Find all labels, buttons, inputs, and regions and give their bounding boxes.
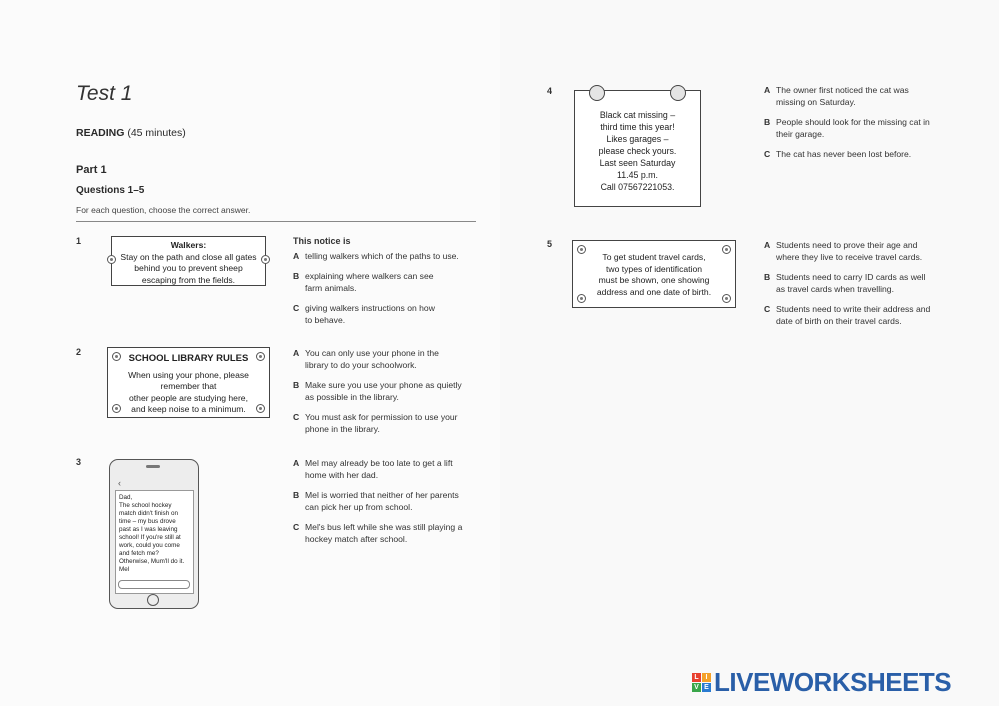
logo-letter: E [702, 683, 711, 692]
reading-label: READING [76, 127, 125, 139]
question-number: 1 [76, 236, 82, 246]
screw-icon [256, 404, 265, 413]
option-b[interactable]: B explaining where walkers can see farm animals. [293, 271, 434, 293]
question-2-options [293, 347, 488, 443]
phone-screen [115, 490, 194, 594]
question-number: 3 [76, 457, 82, 467]
liveworksheets-logo [692, 667, 951, 698]
notice-sign-library [107, 347, 270, 418]
part-heading: Part 1 [76, 164, 107, 176]
question-4-options [764, 84, 964, 168]
option-c[interactable]: C Mel's bus left while she was still playing a hockey match after school. [293, 522, 463, 544]
option-b[interactable]: B Mel is worried that neither of her parents can pick her up from school. [293, 490, 459, 512]
question-number: 2 [76, 347, 82, 357]
questions-range: Questions 1–5 [76, 185, 145, 196]
option-b[interactable]: B Make sure you use your phone as quietly as possible in the library. [293, 380, 462, 402]
notice-sign-walkers [111, 236, 266, 286]
option-a[interactable]: A You can only use your phone in the library to do your schoolwork. [293, 348, 439, 370]
option-c[interactable]: C You must ask for permission to use your phone in the library. [293, 412, 458, 434]
sign-text: Stay on the path and close all gates behind you to prevent sheep escaping from the fields. [120, 251, 257, 285]
sign-title: Walkers: [170, 240, 207, 250]
option-a[interactable]: A telling walkers which of the paths to use. [293, 251, 459, 261]
notice-sign-missing-cat [574, 90, 701, 207]
logo-cube-icon [692, 673, 711, 692]
home-button-icon [147, 594, 159, 606]
text-message: Dad, The school hockey match didn't finish on time – my bus drove past as I was leaving school! If you're still at work, could you come and fetch me? Otherwise, Mum'll do it. Mel [119, 494, 185, 573]
message-input-bar [118, 580, 190, 589]
page-title: Test 1 [76, 82, 133, 105]
notice-sign-travel-cards [572, 240, 736, 308]
question-1-options [293, 235, 488, 334]
screw-icon [256, 352, 265, 361]
option-c[interactable]: C giving walkers instructions on how to behave. [293, 303, 435, 325]
screw-icon [112, 352, 121, 361]
phone-illustration [109, 459, 199, 609]
logo-letter: V [692, 683, 701, 692]
question-5-options [764, 239, 964, 335]
reading-duration: (45 minutes) [127, 127, 186, 139]
pin-icon [670, 85, 686, 101]
screw-icon [107, 255, 116, 264]
instruction-text: For each question, choose the correct answer. [76, 205, 251, 215]
screw-icon [722, 245, 731, 254]
sign-text: Black cat missing – third time this year! Likes garages – please check yours. Last seen Saturday 11.45 p.m. Call 07567221053. [598, 110, 677, 192]
back-arrow-icon: ‹ [118, 478, 121, 488]
sign-text: To get student travel cards, two types of identification must be shown, one showing address and one date of birth. [596, 252, 712, 297]
option-c[interactable]: C The cat has never been lost before. [764, 149, 912, 159]
screw-icon [722, 294, 731, 303]
logo-letter: I [702, 673, 711, 682]
sign-text: When using your phone, please remember that other people are studying here, and keep noise to a minimum. [128, 369, 249, 414]
option-b[interactable]: B Students need to carry ID cards as well as travel cards when travelling. [764, 272, 926, 294]
option-c[interactable]: C Students need to write their address and date of birth on their travel cards. [764, 304, 931, 326]
sign-title: SCHOOL LIBRARY RULES [128, 353, 249, 364]
option-a[interactable]: A Students need to prove their age and where they live to receive travel cards. [764, 240, 923, 262]
screw-icon [261, 255, 270, 264]
question-stem: This notice is [293, 236, 351, 246]
option-a[interactable]: A Mel may already be too late to get a lift home with her dad. [293, 458, 453, 480]
question-number: 4 [547, 86, 553, 96]
pin-icon [589, 85, 605, 101]
screw-icon [112, 404, 121, 413]
screw-icon [577, 294, 586, 303]
logo-text: LIVEWORKSHEETS [714, 667, 952, 697]
logo-letter: L [692, 673, 701, 682]
divider [76, 221, 476, 222]
option-a[interactable]: A The owner first noticed the cat was missing on Saturday. [764, 85, 909, 107]
screw-icon [577, 245, 586, 254]
phone-speaker [146, 465, 160, 468]
question-number: 5 [547, 239, 553, 249]
reading-heading [76, 127, 186, 139]
option-b[interactable]: B People should look for the missing cat in their garage. [764, 117, 930, 139]
question-3-options [293, 457, 488, 553]
